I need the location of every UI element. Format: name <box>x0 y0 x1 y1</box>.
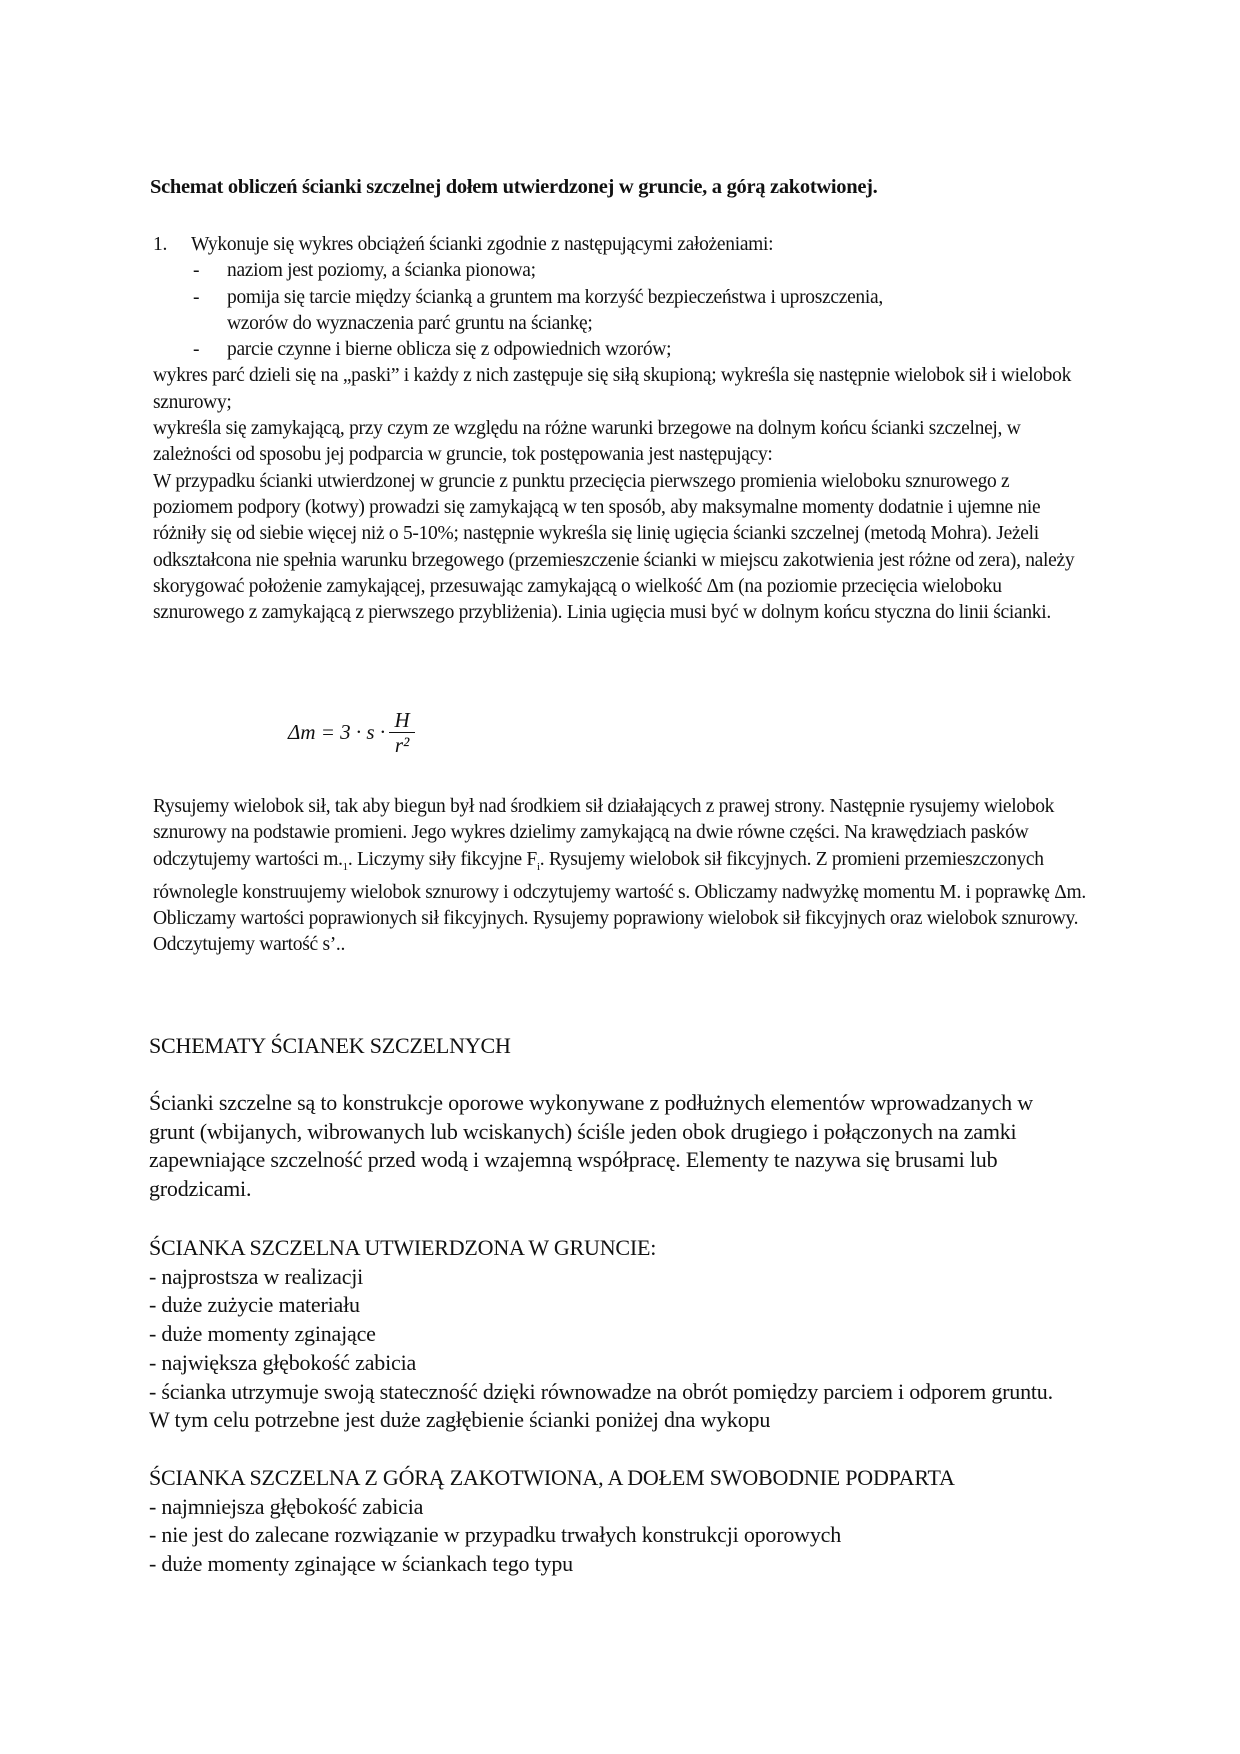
section-text: Ścianki szczelne są to konstrukcje oporowe wykonywane z podłużnych elementów wprowadzanych w grunt (wbijanych, wibrowanych lub wciskanych) ściśle jeden obok drugiego i połączonych na zamki zapewniające szczelność przed wodą i wzajemną współpracę. Elementy te nazywa się brusami lub grodzicami. <box>149 1090 1033 1202</box>
paragraph: W przypadku ścianki utwierdzonej w gruncie z punktu przecięcia pierwszego promienia wieloboku sznurowego z poziomem podpory (kotwy) prowadzi się zamykającą w ten sposób, aby maksymalne momenty dodatnie i ujemne nie różniły się od siebie więcej niż o 5-10%; następnie wykreśla się linię ugięcia ścianki szczelnej (metodą Mohra). Jeżeli odkształcona nie spełnia warunku brzegowego (przemieszczenie ścianki w miejscu zakotwienia jest różne od zera), należy skorygować położenie zamykającej, przesuwając zamykającą o wielkość Δm (na poziomie przecięcia wieloboku sznurowego z zamykającą z pierwszego przybliżenia). Linia ugięcia musi być w dolnym końcu styczna do linii ścianki. <box>153 470 1075 624</box>
formula: Δm = 3 · s · $\frac{H}{\text{r²}}$ <box>288 708 415 757</box>
list-item: - najprostsza w realizacji <box>149 1263 364 1289</box>
section-heading: ŚCIANKA SZCZELNA UTWIERDZONA W GRUNCIE: <box>149 1235 657 1260</box>
bullet-item: - pomija się tarcie między ścianką a gruntem ma korzyść bezpieczeństwa i uproszczenia, <box>193 286 883 308</box>
list-item-text: Wykonuje się wykres obciążeń ścianki zgodnie z następującymi założeniami: <box>191 234 774 255</box>
paragraph: wykreśla się zamykającą, przy czym ze względu na różne warunki brzegowe na dolnym końcu ścianki szczelnej, w zależności od sposobu jej podparcia w gruncie, tok postępowania jest następujący: <box>153 418 1021 466</box>
list-item: - nie jest do zalecane rozwiązanie w przypadku trwałych konstrukcji oporowych <box>149 1522 841 1548</box>
section-heading: ŚCIANKA SZCZELNA Z GÓRĄ ZAKOTWIONA, A DOŁEM SWOBODNIE PODPARTA <box>149 1465 955 1490</box>
section-utwierdzona <box>149 1234 1149 1435</box>
section-zakotwiona <box>149 1464 1149 1579</box>
bullet-item: - naziom jest poziomy, a ścianka pionowa; <box>193 260 536 282</box>
section-heading: SCHEMATY ŚCIANEK SZCZELNYCH <box>149 1033 511 1058</box>
paragraph: wykres parć dzieli się na „paski” i każdy z nich zastępuje się siłą skupioną; wykreśla się następnie wielobok sił i wielobok sznurowy; <box>153 365 1072 413</box>
procedure-paragraph: Rysujemy wielobok sił, tak aby biegun był nad środkiem sił działających z prawej strony. Następnie rysujemy wielobok sznurowy na podstawie promieni. Jego wykres dzielimy zamykającą na dwie równe części. Na krawędziach pasków odczytujemy wartości $m._1$. Liczymy siły fikcyjne $F_i$. Rysujemy wielobok sił fikcyjnych. Z promieni przemieszczonych równolegle konstruujemy wielobok sznurowy i odczytujemy wartość s. Obliczamy nadwyżkę momentu M. i poprawkę Δm. Obliczamy wartości poprawionych sił fikcyjnych. Rysujemy poprawiony wielobok sił fikcyjnych oraz wielobok sznurowy. Odczytujemy wartość s’.. <box>153 796 1086 956</box>
assumptions-list <box>153 232 1113 626</box>
list-item <box>153 232 1113 258</box>
bullet-item: - parcie czynne i bierne oblicza się z odpowiednich wzorów; <box>193 339 672 361</box>
list-item: - ścianka utrzymuje swoją stateczność dzięki równowadze na obrót pomiędzy parciem i odporem gruntu. W tym celu potrzebne jest duże zagłębienie ścianki poniżej dna wykopu <box>149 1378 1053 1433</box>
list-number: 1. <box>153 234 168 255</box>
bullet-continuation: wzorów do wyznaczenia parć gruntu na ściankę; <box>227 312 593 334</box>
list-item: - duże momenty zginające <box>149 1321 376 1347</box>
list-item: - duże momenty zginające w ściankach tego typu <box>149 1551 573 1577</box>
document-title: Schemat obliczeń ścianki szczelnej dołem utwierdzonej w gruncie, a górą zakotwionej. <box>150 176 878 198</box>
list-item: - duże zużycie materiału <box>149 1292 360 1318</box>
list-item: - najmniejsza głębokość zabicia <box>149 1493 424 1519</box>
list-item: - największa głębokość zabicia <box>149 1349 417 1375</box>
